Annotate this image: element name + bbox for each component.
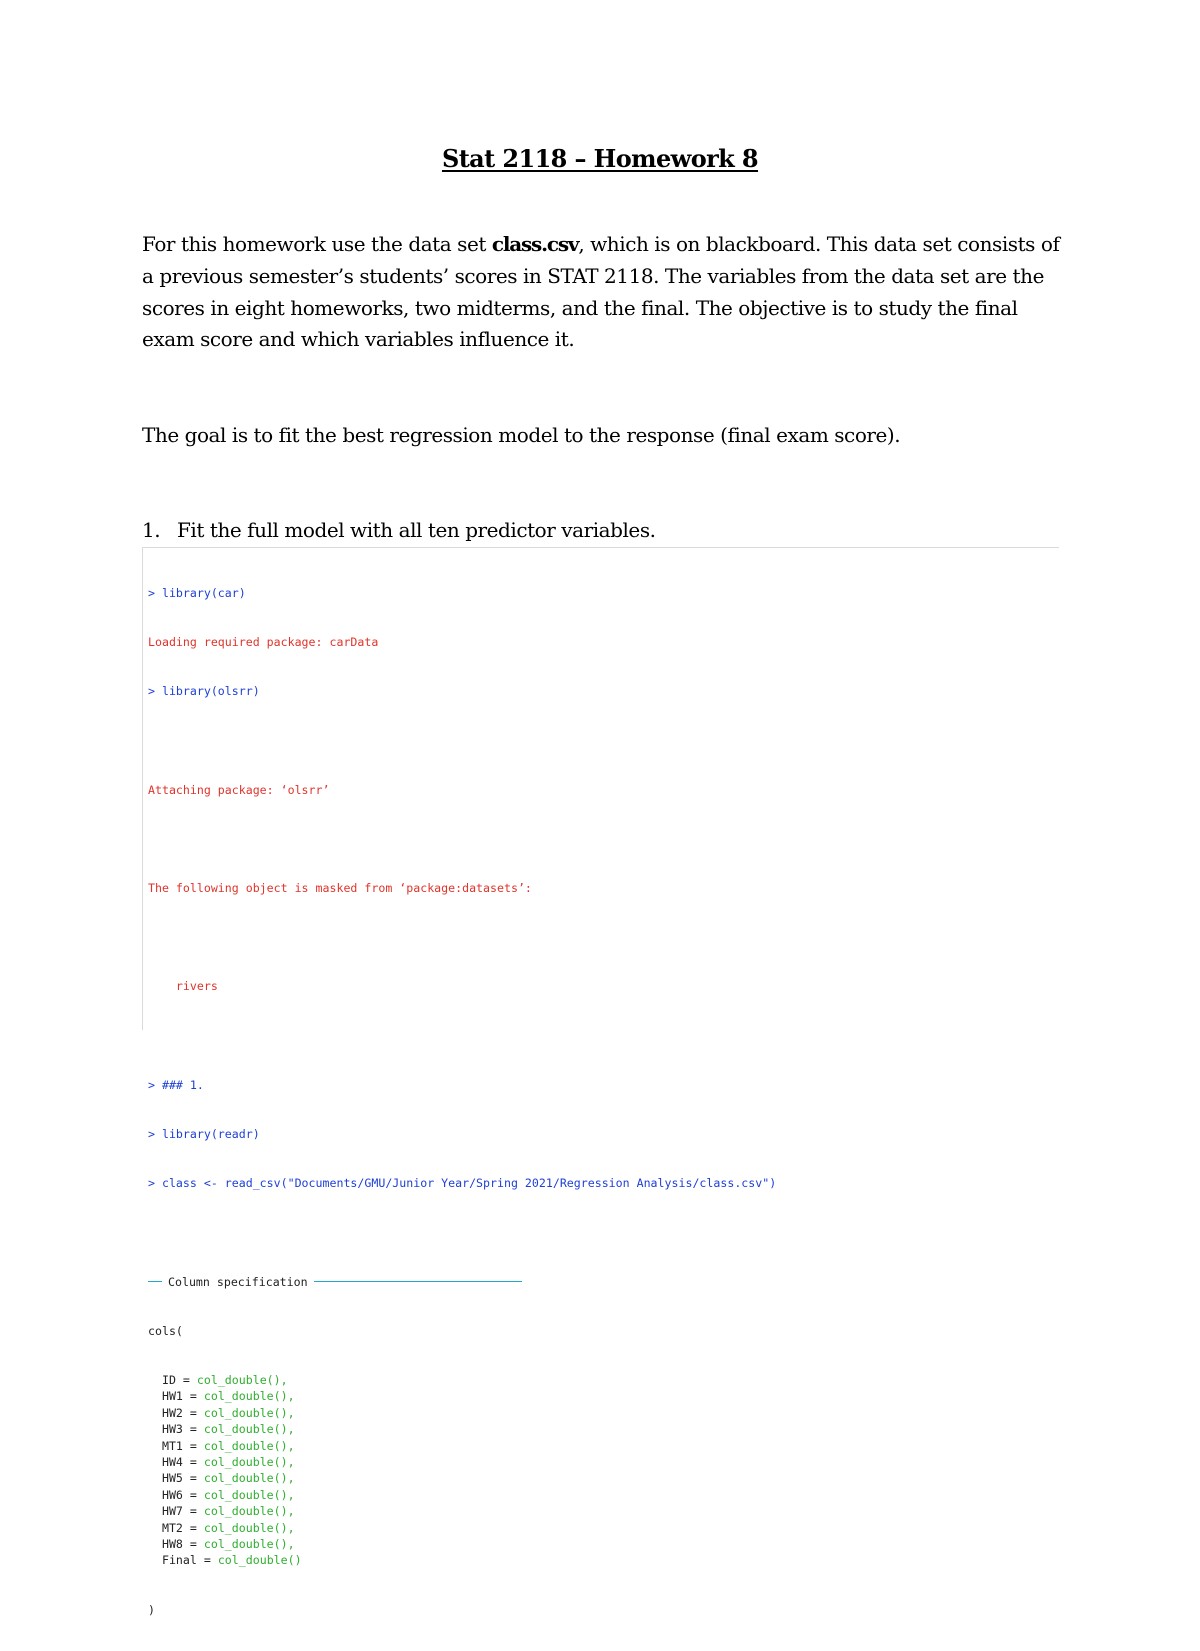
console-blank-line xyxy=(148,732,776,748)
column-type: col_double(), xyxy=(203,1487,295,1502)
column-type: col_double(), xyxy=(203,1504,295,1519)
rule-line xyxy=(314,1281,522,1282)
column-type: col_double(), xyxy=(196,1373,288,1388)
column-name: HW1 xyxy=(148,1389,183,1404)
console-blank-line xyxy=(148,1224,776,1240)
column-spec-line xyxy=(148,1388,776,1404)
column-name: HW8 xyxy=(148,1536,183,1551)
column-spec-label: Column specification xyxy=(168,1274,308,1289)
column-name: HW3 xyxy=(148,1422,183,1437)
column-type: col_double(), xyxy=(203,1422,295,1437)
goal-paragraph: The goal is to fit the best regression model to the response (final exam score). xyxy=(142,423,901,447)
column-type: col_double(), xyxy=(203,1455,295,1470)
console-blank-line xyxy=(148,929,776,945)
console-line: rivers xyxy=(148,979,218,994)
assign-operator: = xyxy=(196,1553,218,1568)
intro-text-before: For this homework use the data set xyxy=(142,232,492,256)
column-name: MT1 xyxy=(148,1438,183,1453)
assign-operator: = xyxy=(182,1487,204,1502)
column-spec-line xyxy=(148,1438,776,1454)
column-spec-line xyxy=(148,1421,776,1437)
assign-operator: = xyxy=(182,1536,204,1551)
column-spec-line xyxy=(148,1405,776,1421)
console-line: > library(readr) xyxy=(148,1127,260,1142)
column-type: col_double(), xyxy=(203,1536,295,1551)
column-name: MT2 xyxy=(148,1520,183,1535)
column-type: col_double(), xyxy=(203,1471,295,1486)
column-name: HW5 xyxy=(148,1471,183,1486)
column-type: col_double(), xyxy=(203,1438,295,1453)
column-name: Final xyxy=(148,1553,197,1568)
column-spec-line xyxy=(148,1454,776,1470)
column-type: col_double(), xyxy=(203,1405,295,1420)
rule-dash xyxy=(148,1281,162,1282)
question-1-text: Fit the full model with all ten predictor variables. xyxy=(177,518,656,542)
assign-operator: = xyxy=(182,1422,204,1437)
assign-operator: = xyxy=(182,1405,204,1420)
column-spec-line xyxy=(148,1552,776,1568)
console-line: Loading required package: carData xyxy=(148,635,379,650)
column-spec-line xyxy=(148,1503,776,1519)
assign-operator: = xyxy=(182,1504,204,1519)
console-blank-line xyxy=(148,831,776,847)
r-console-output xyxy=(142,547,1059,1617)
question-1 xyxy=(142,515,1072,547)
assign-operator: = xyxy=(182,1455,204,1470)
console-blank-line xyxy=(148,1028,776,1044)
question-1-number: 1. xyxy=(142,518,161,542)
console-line: > library(olsrr) xyxy=(148,684,260,699)
console-line: cols( xyxy=(148,1323,183,1338)
column-name: HW6 xyxy=(148,1487,183,1502)
column-type: col_double() xyxy=(217,1553,302,1568)
column-name: HW7 xyxy=(148,1504,183,1519)
assign-operator: = xyxy=(175,1373,197,1388)
assign-operator: = xyxy=(182,1389,204,1404)
assign-operator: = xyxy=(182,1520,204,1535)
column-list xyxy=(148,1372,776,1569)
column-type: col_double(), xyxy=(203,1520,295,1535)
assign-operator: = xyxy=(182,1471,204,1486)
column-name: ID xyxy=(148,1373,176,1388)
intro-paragraph xyxy=(142,229,1072,356)
console-line: The following object is masked from ‘package:datasets’: xyxy=(148,881,532,896)
column-name: HW2 xyxy=(148,1405,183,1420)
intro-text-after: , which is on blackboard. This data set consists of a previous semester’s students’ scores in STAT 2118. The variables from the data set are the scores in eight homeworks, two midterms, and the final. The objective is to study the final exam score and which variables influence it. xyxy=(142,232,1060,352)
column-type: col_double(), xyxy=(203,1389,295,1404)
column-spec-line xyxy=(148,1470,776,1486)
column-name: HW4 xyxy=(148,1455,183,1470)
dataset-name: class.csv xyxy=(491,232,579,256)
console-line: ) xyxy=(148,1602,155,1617)
column-spec-line xyxy=(148,1372,776,1388)
console-line: Attaching package: ‘olsrr’ xyxy=(148,782,330,797)
column-spec-line xyxy=(148,1520,776,1536)
column-spec-line xyxy=(148,1536,776,1552)
assign-operator: = xyxy=(182,1438,204,1453)
column-spec-line xyxy=(148,1487,776,1503)
console-lines xyxy=(148,552,776,1651)
console-line: > ### 1. xyxy=(148,1077,204,1092)
page-title: Stat 2118 – Homework 8 xyxy=(441,144,759,173)
console-line: > class <- read_csv("Documents/GMU/Junior Year/Spring 2021/Regression Analysis/class.csv") xyxy=(148,1176,777,1191)
console-line: > library(car) xyxy=(148,585,246,600)
column-spec-header xyxy=(148,1274,776,1290)
